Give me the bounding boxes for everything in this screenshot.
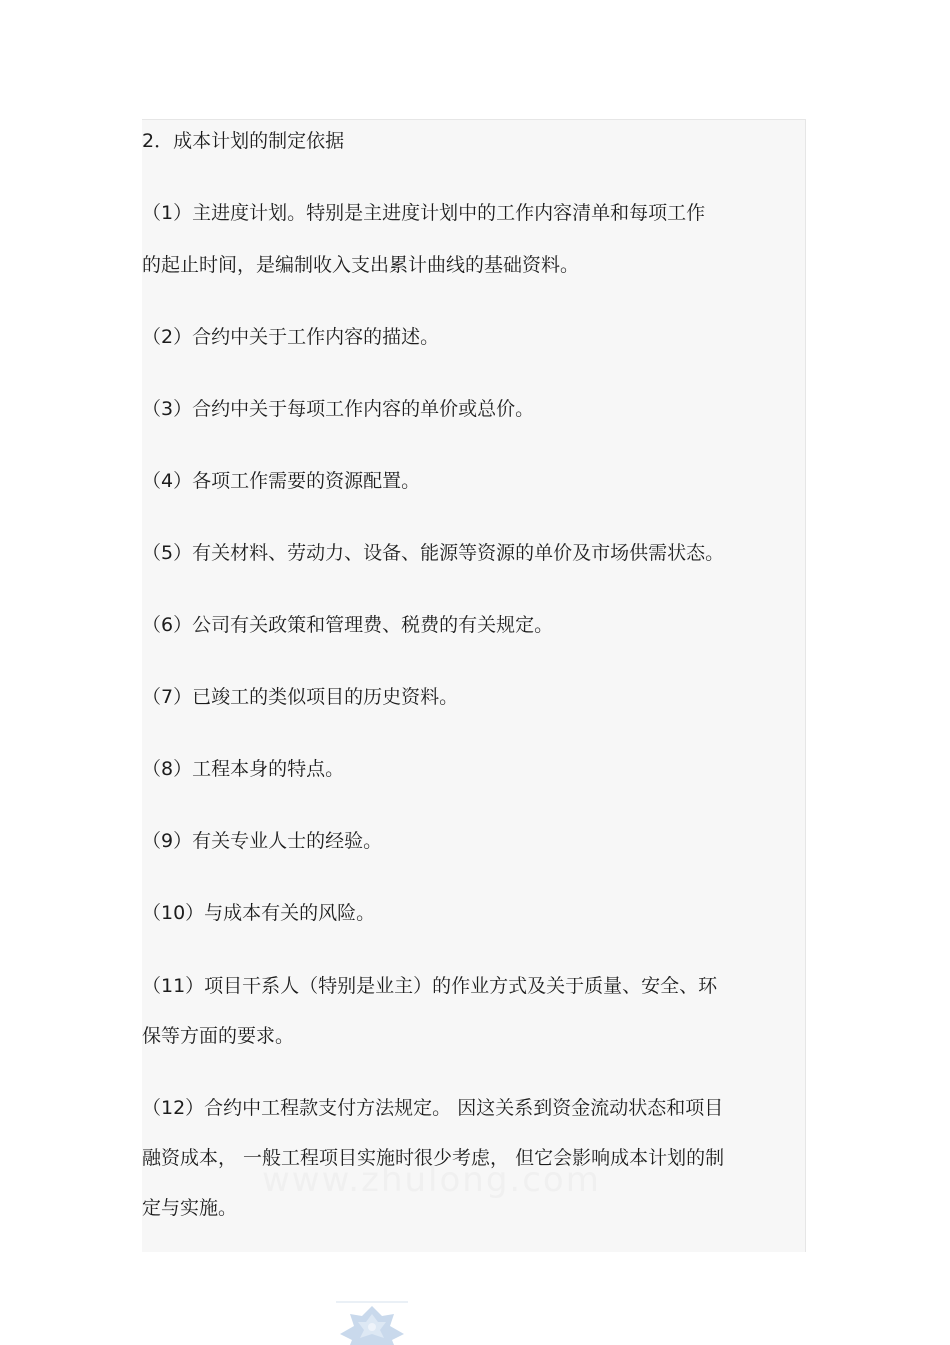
text-line: （5）有关材料、劳动力、设备、能源等资源的单价及市场供需状态。	[142, 542, 725, 564]
text-line: 定与实施。	[142, 1197, 238, 1219]
text-line: （7）已竣工的类似项目的历史资料。	[142, 686, 459, 708]
text-line: 融资成本， 一般工程项目实施时很少考虑， 但它会影响成本计划的制	[142, 1147, 725, 1169]
text-line: （9）有关专业人士的经验。	[142, 830, 383, 852]
section-heading: 2．成本计划的制定依据	[142, 130, 345, 152]
text-line: （1）主进度计划。特别是主进度计划中的工作内容清单和每项工作	[142, 202, 706, 224]
text-line: （3）合约中关于每项工作内容的单价或总价。	[142, 398, 535, 420]
logo-icon	[334, 1300, 410, 1345]
text-line: （6）公司有关政策和管理费、税费的有关规定。	[142, 614, 554, 636]
text-line: （12）合约中工程款支付方法规定。 因这关系到资金流动状态和项目	[142, 1097, 724, 1119]
text-line: 保等方面的要求。	[142, 1025, 295, 1047]
watermark: www.zhulong.com	[262, 1160, 601, 1200]
text-line: （8）工程本身的特点。	[142, 758, 345, 780]
text-line: （2）合约中关于工作内容的描述。	[142, 326, 440, 348]
text-line: 的起止时间，是编制收入支出累计曲线的基础资料。	[142, 254, 580, 276]
text-line: （4）各项工作需要的资源配置。	[142, 470, 421, 492]
text-line: （10）与成本有关的风险。	[142, 902, 376, 924]
text-line: （11）项目干系人（特别是业主）的作业方式及关于质量、安全、环	[142, 975, 718, 997]
